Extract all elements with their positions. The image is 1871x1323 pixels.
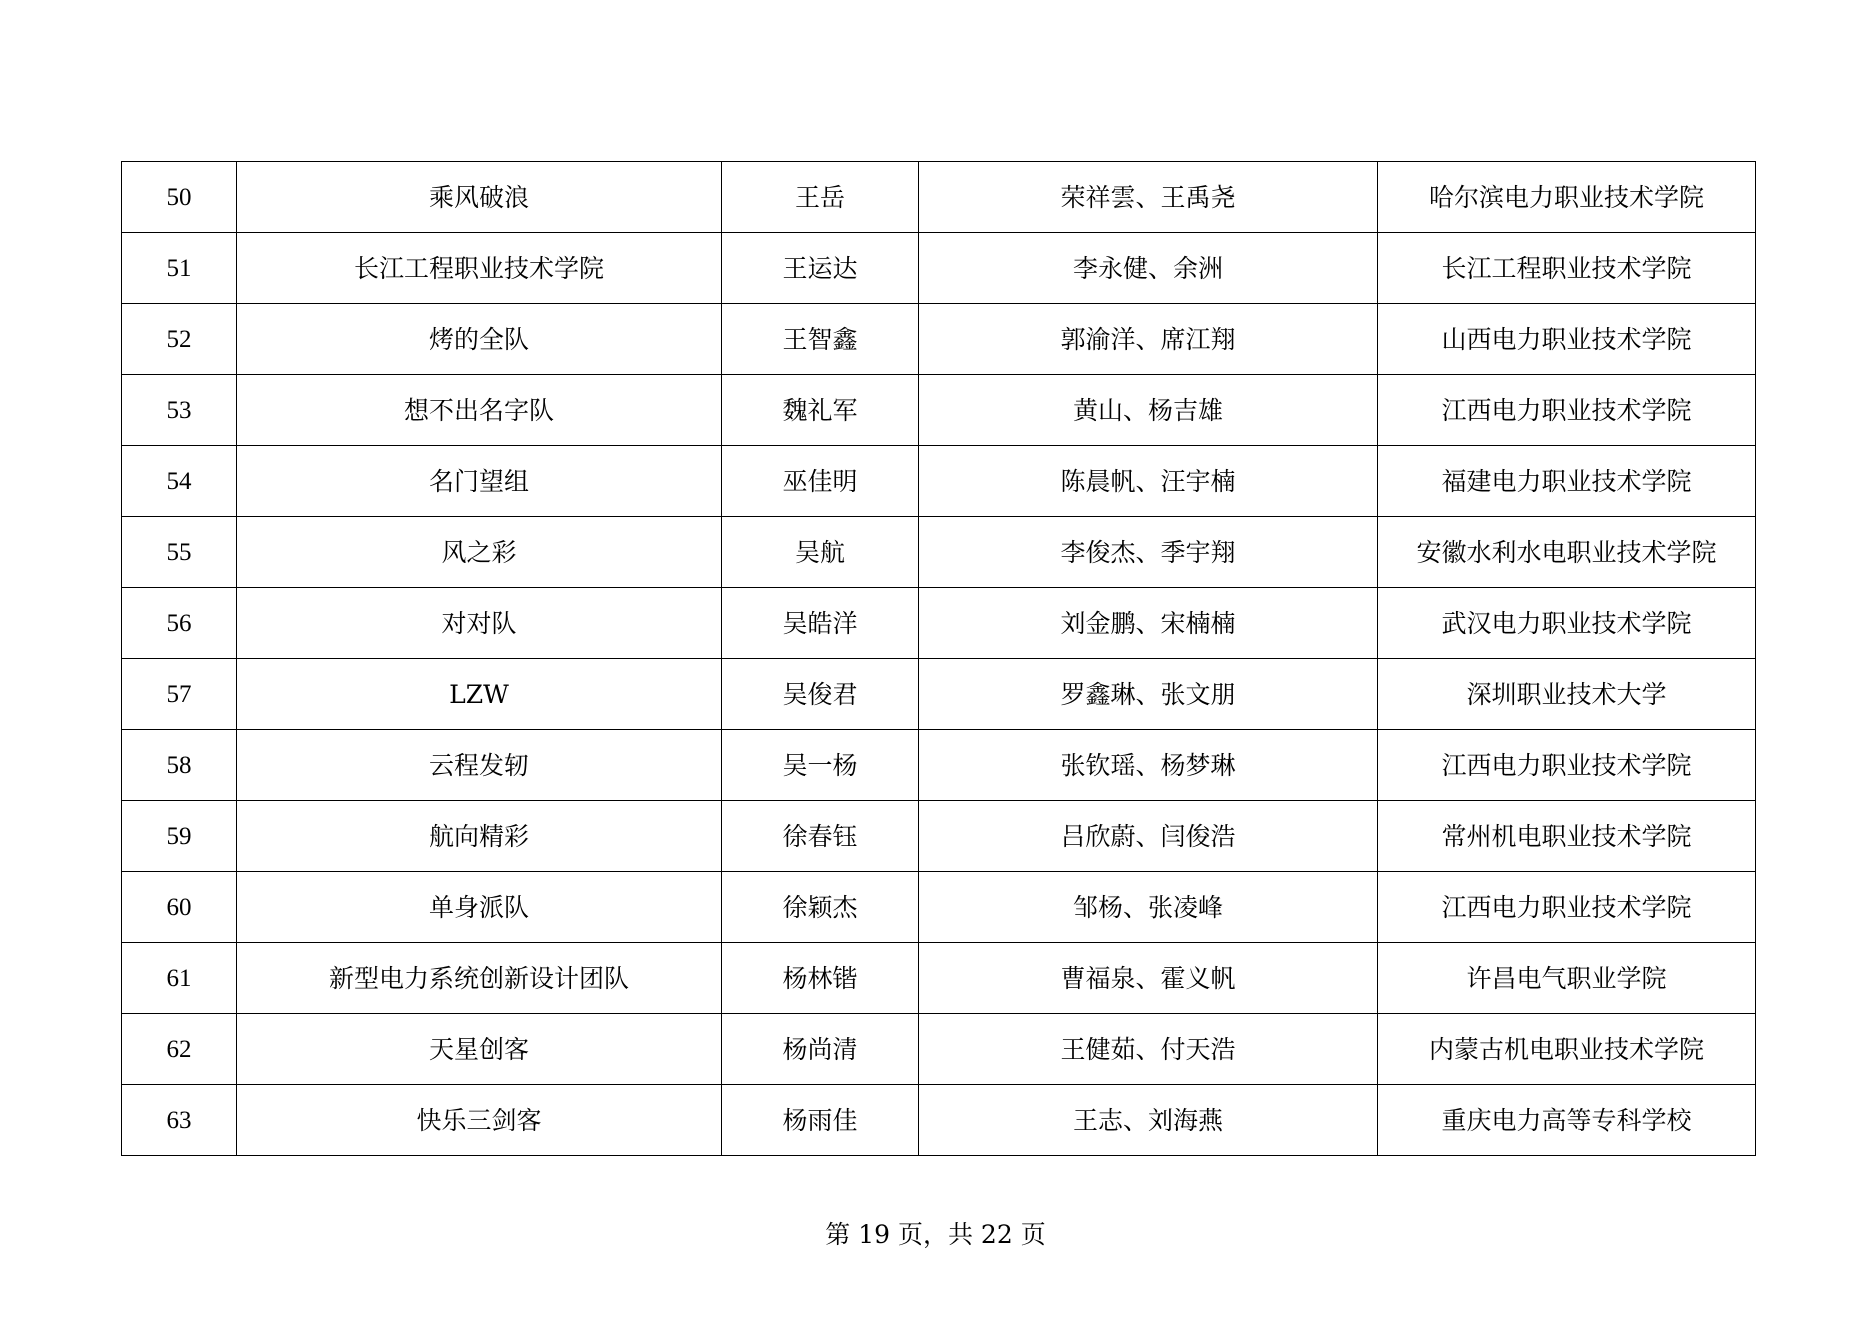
members-cell: 刘金鹏、宋楠楠 [919, 588, 1378, 659]
members-cell: 王志、刘海燕 [919, 1085, 1378, 1156]
leader-cell: 吴航 [722, 517, 919, 588]
school-cell: 山西电力职业技术学院 [1378, 304, 1756, 375]
members-cell: 黄山、杨吉雄 [919, 375, 1378, 446]
team-name-cell: 乘风破浪 [237, 162, 722, 233]
school-cell: 武汉电力职业技术学院 [1378, 588, 1756, 659]
leader-cell: 吴一杨 [722, 730, 919, 801]
school-cell: 重庆电力高等专科学校 [1378, 1085, 1756, 1156]
team-name-cell: 烤的全队 [237, 304, 722, 375]
table-row [122, 304, 1756, 375]
table-row [122, 1085, 1756, 1156]
team-name-cell: 对对队 [237, 588, 722, 659]
team-name-cell: 单身派队 [237, 872, 722, 943]
row-number-cell: 59 [122, 801, 237, 872]
row-number-cell: 62 [122, 1014, 237, 1085]
members-cell: 吕欣蔚、闫俊浩 [919, 801, 1378, 872]
school-cell: 深圳职业技术大学 [1378, 659, 1756, 730]
members-cell: 郭渝洋、席江翔 [919, 304, 1378, 375]
table-row [122, 517, 1756, 588]
leader-cell: 杨林锴 [722, 943, 919, 1014]
row-number-cell: 53 [122, 375, 237, 446]
school-cell: 江西电力职业技术学院 [1378, 872, 1756, 943]
members-cell: 陈晨帆、汪宇楠 [919, 446, 1378, 517]
members-cell: 邹杨、张凌峰 [919, 872, 1378, 943]
row-number-cell: 56 [122, 588, 237, 659]
row-number-cell: 57 [122, 659, 237, 730]
row-number-cell: 63 [122, 1085, 237, 1156]
team-name-cell: 新型电力系统创新设计团队 [237, 943, 722, 1014]
members-cell: 王健茹、付天浩 [919, 1014, 1378, 1085]
members-cell: 李永健、余洲 [919, 233, 1378, 304]
table-row [122, 233, 1756, 304]
leader-cell: 王岳 [722, 162, 919, 233]
row-number-cell: 54 [122, 446, 237, 517]
table-row [122, 375, 1756, 446]
table-row [122, 1014, 1756, 1085]
team-name-cell: 天星创客 [237, 1014, 722, 1085]
school-cell: 长江工程职业技术学院 [1378, 233, 1756, 304]
row-number-cell: 50 [122, 162, 237, 233]
team-name-cell: 名门望组 [237, 446, 722, 517]
table-row [122, 801, 1756, 872]
team-name-cell: 快乐三剑客 [237, 1085, 722, 1156]
table-row [122, 162, 1756, 233]
leader-cell: 王智鑫 [722, 304, 919, 375]
school-cell: 内蒙古机电职业技术学院 [1378, 1014, 1756, 1085]
school-cell: 江西电力职业技术学院 [1378, 375, 1756, 446]
members-cell: 曹福泉、霍义帆 [919, 943, 1378, 1014]
row-number-cell: 61 [122, 943, 237, 1014]
leader-cell: 巫佳明 [722, 446, 919, 517]
leader-cell: 王运达 [722, 233, 919, 304]
school-cell: 许昌电气职业学院 [1378, 943, 1756, 1014]
table-row [122, 943, 1756, 1014]
row-number-cell: 60 [122, 872, 237, 943]
team-name-cell: 想不出名字队 [237, 375, 722, 446]
team-name-cell: 云程发轫 [237, 730, 722, 801]
row-number-cell: 58 [122, 730, 237, 801]
row-number-cell: 55 [122, 517, 237, 588]
page-number-footer: 第 19 页，共 22 页 [825, 1220, 1046, 1249]
team-name-cell: LZW [237, 659, 722, 730]
members-cell: 张钦瑶、杨梦琳 [919, 730, 1378, 801]
leader-cell: 徐春钰 [722, 801, 919, 872]
table-row [122, 446, 1756, 517]
members-cell: 荣祥雲、王禹尧 [919, 162, 1378, 233]
members-cell: 罗鑫琳、张文朋 [919, 659, 1378, 730]
leader-cell: 吴俊君 [722, 659, 919, 730]
team-name-cell: 航向精彩 [237, 801, 722, 872]
row-number-cell: 52 [122, 304, 237, 375]
team-name-cell: 风之彩 [237, 517, 722, 588]
table-row [122, 730, 1756, 801]
school-cell: 福建电力职业技术学院 [1378, 446, 1756, 517]
row-number-cell: 51 [122, 233, 237, 304]
leader-cell: 杨尚清 [722, 1014, 919, 1085]
table-row [122, 872, 1756, 943]
leader-cell: 魏礼军 [722, 375, 919, 446]
leader-cell: 吴皓洋 [722, 588, 919, 659]
school-cell: 安徽水利水电职业技术学院 [1378, 517, 1756, 588]
roster-table [121, 161, 1756, 1156]
leader-cell: 徐颖杰 [722, 872, 919, 943]
table-row [122, 588, 1756, 659]
school-cell: 江西电力职业技术学院 [1378, 730, 1756, 801]
leader-cell: 杨雨佳 [722, 1085, 919, 1156]
members-cell: 李俊杰、季宇翔 [919, 517, 1378, 588]
table-row [122, 659, 1756, 730]
school-cell: 常州机电职业技术学院 [1378, 801, 1756, 872]
roster-table-body [122, 162, 1756, 1156]
school-cell: 哈尔滨电力职业技术学院 [1378, 162, 1756, 233]
team-name-cell: 长江工程职业技术学院 [237, 233, 722, 304]
